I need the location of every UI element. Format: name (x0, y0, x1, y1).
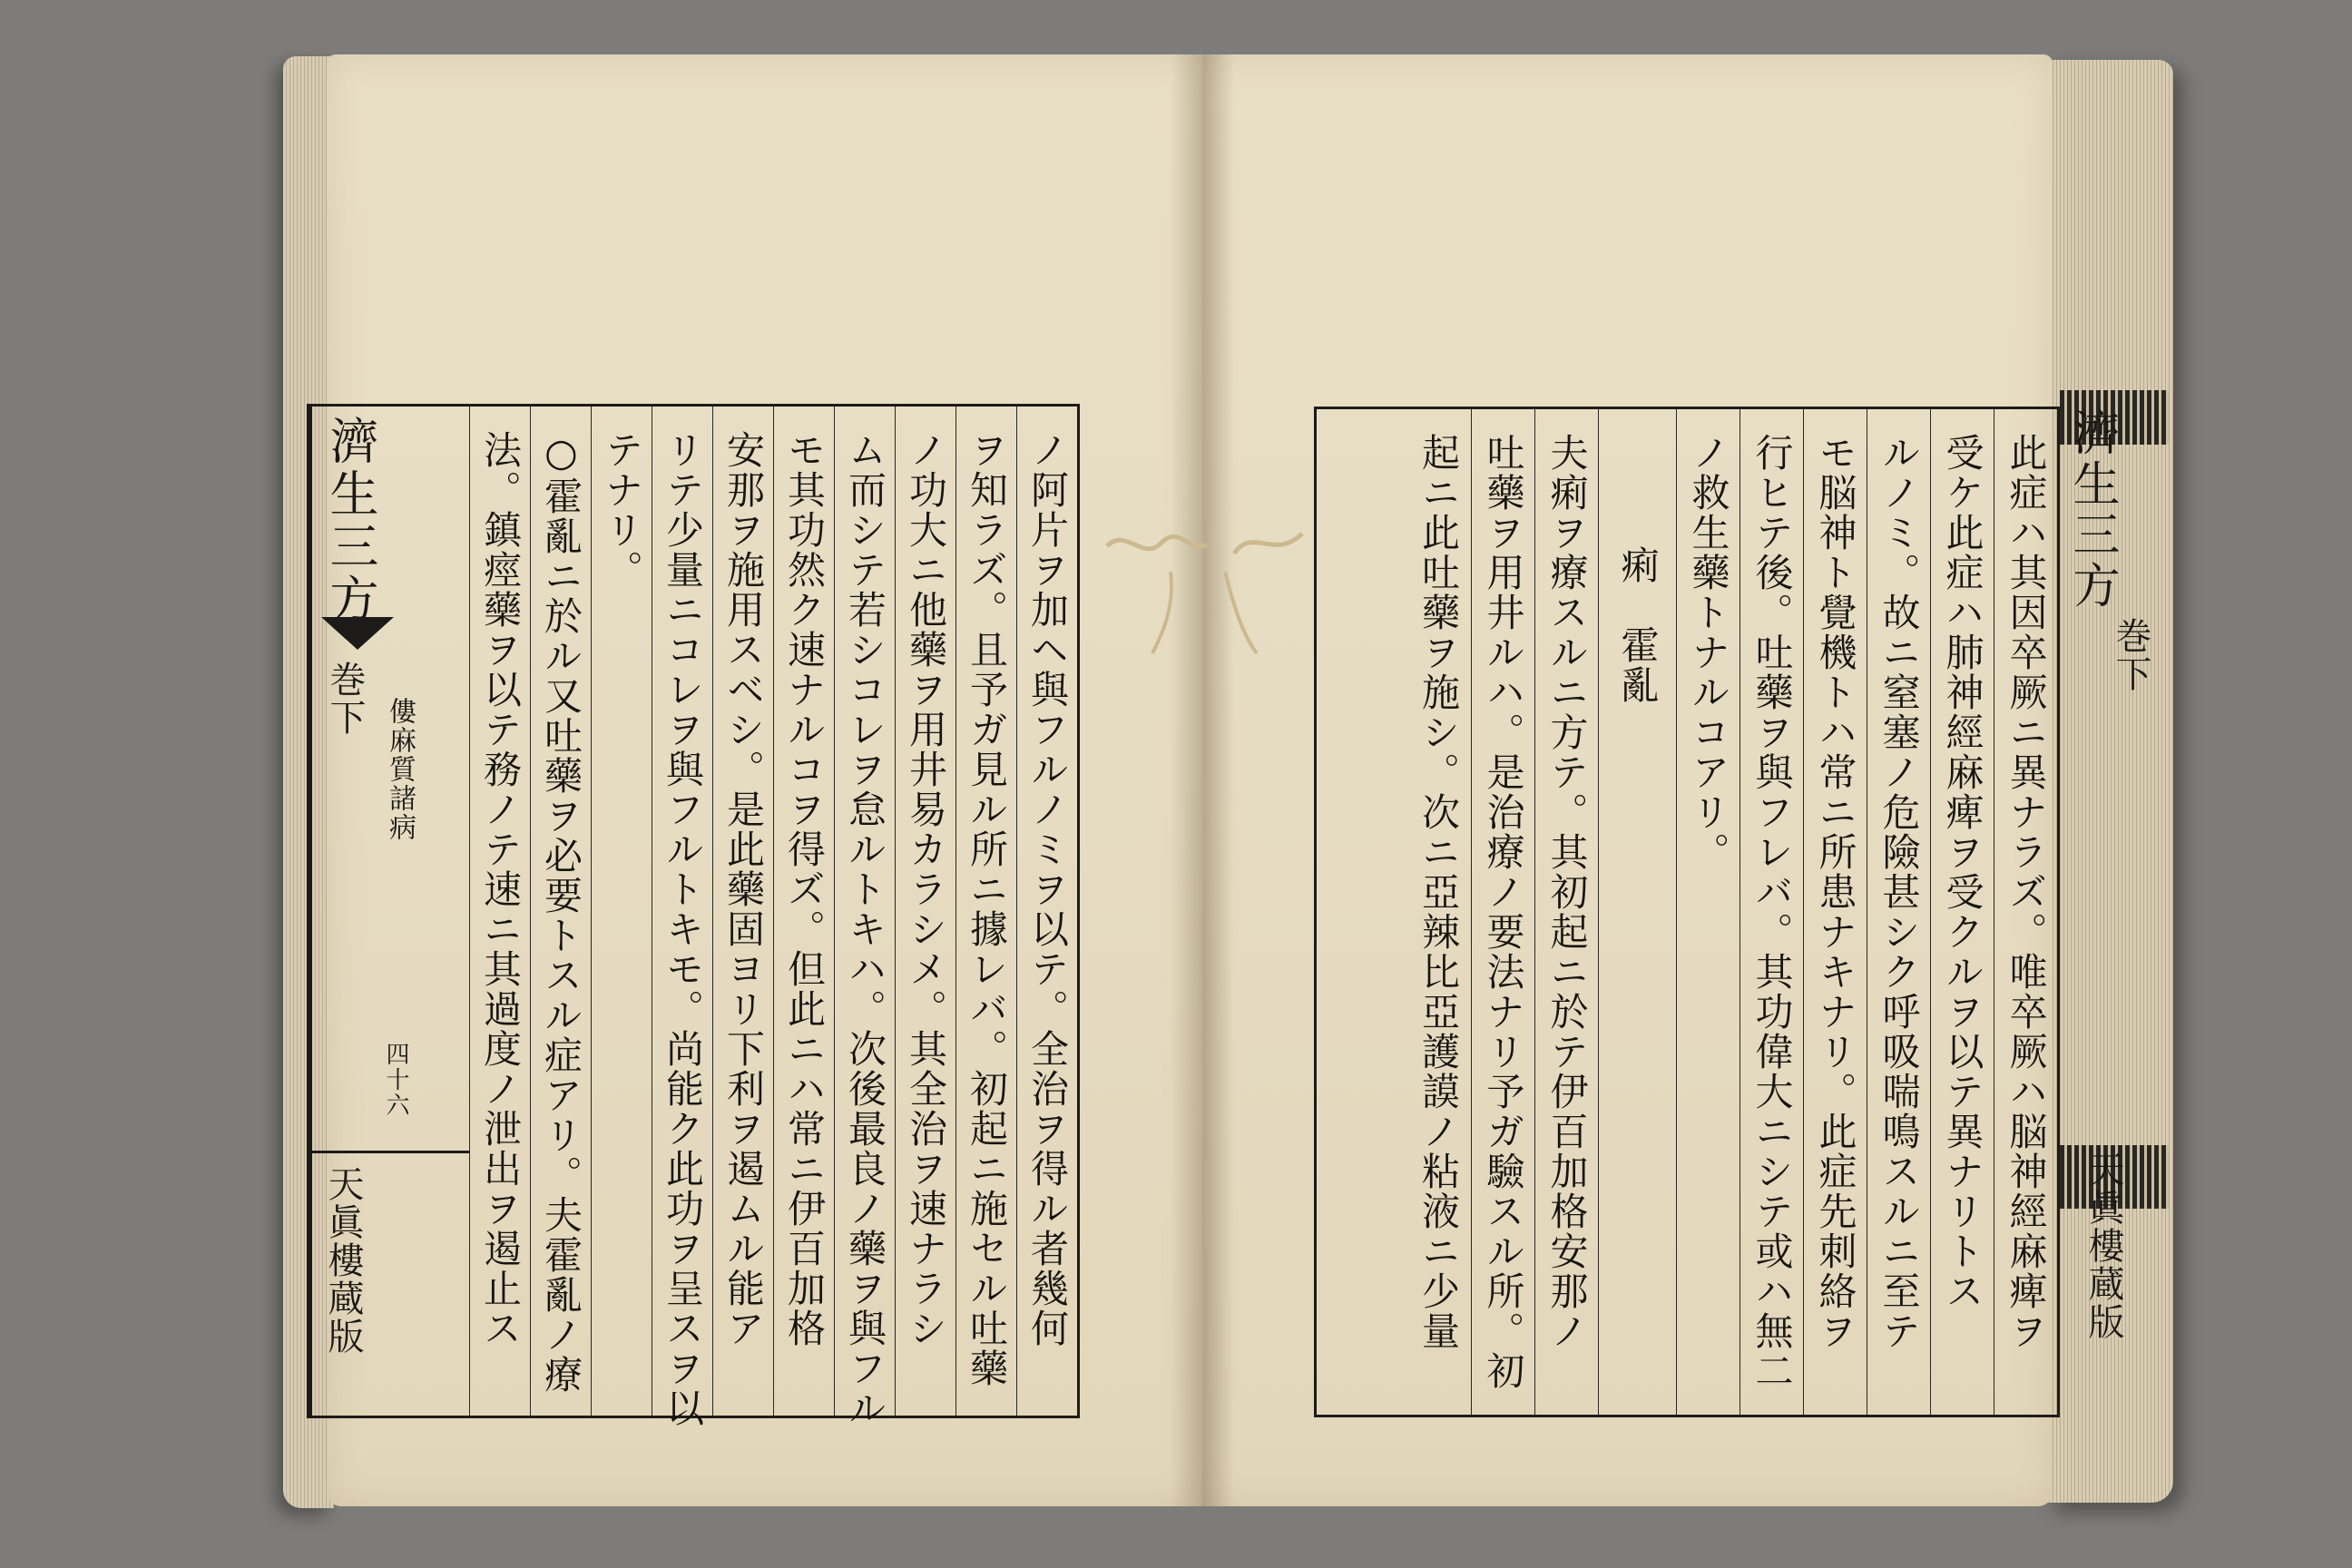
right-book-title: 濟生三方 (2064, 408, 2119, 612)
volume-label: 巻下 (324, 661, 366, 737)
text-column: 行ヒテ後。吐藥ヲ與フレバ。其功偉大ニシテ或ハ無二 (1740, 409, 1803, 1415)
text-column: ム而シテ若シコレヲ怠ルトキハ。次後最良ノ藥ヲ與フル (834, 407, 895, 1416)
left-text-frame (307, 404, 1080, 1428)
fish-tail-mark (321, 617, 394, 650)
text-column: リテ少量ニコレヲ與フルトキモ。尚能ク此功ヲ呈スヲ以 (652, 407, 712, 1416)
text-column: 安那ヲ施用スベシ。是此藥固ヨリ下利ヲ遏ムル能ア (712, 407, 773, 1416)
left-page-margin (309, 407, 469, 1416)
section-title: 僂麻質諸病 (384, 697, 416, 842)
text-column: 吐藥ヲ用井ルハ。是治療ノ要法ナリ予ガ驗スル所。初 (1471, 409, 1534, 1415)
margin-divider (312, 1151, 469, 1153)
right-text-frame (1314, 407, 2060, 1417)
text-column: ノ功大ニ他藥ヲ用井易カラシメ。其全治ヲ速ナラシ (895, 407, 956, 1416)
text-column: モ脳神ト覺機トハ常ニ所患ナキナリ。此症先刺絡ヲ (1803, 409, 1867, 1415)
section-heading-column: 痢 霍亂 (1598, 409, 1676, 1415)
text-column: ノ阿片ヲ加ヘ與フルノミヲ以テ。全治ヲ得ル者幾何 (1016, 407, 1077, 1416)
book-title: 濟生三方 (322, 416, 379, 626)
text-column: ヲ知ラズ。且予ガ見ル所ニ據レバ。初起ニ施セル吐藥 (956, 407, 1016, 1416)
text-column: モ其功然ク速ナルコヲ得ズ。但此ニハ常ニ伊百加格 (773, 407, 834, 1416)
text-column: 受ケ此症ハ肺神經麻痺ヲ受クルヲ以テ異ナリトス (1930, 409, 1994, 1415)
publisher-mark: 天眞樓蔵版 (322, 1165, 364, 1356)
text-column: ○霍亂ニ於ル又吐藥ヲ必要トスル症アリ。夫霍亂ノ療 (530, 407, 591, 1416)
right-publisher-mark: 天眞樓蔵版 (2082, 1151, 2124, 1341)
book-gutter (1171, 54, 1234, 1506)
text-column: 夫痢ヲ療スルニ方テ。其初起ニ於テ伊百加格安那ノ (1534, 409, 1598, 1415)
right-volume-label: 巻下 (2110, 617, 2151, 693)
text-column: 法。鎮痙藥ヲ以テ務ノテ速ニ其過度ノ泄出ヲ遏止ス (469, 407, 530, 1416)
binding-thread (1098, 517, 1307, 671)
text-column: 此症ハ其因卒厥ニ異ナラズ。唯卒厥ハ脳神經麻痺ヲ (1994, 409, 2057, 1415)
page-number: 四十六 (382, 1042, 409, 1118)
text-column: ノ救生藥トナルコアリ。 (1676, 409, 1740, 1415)
text-column: ルノミ。故ニ窒塞ノ危險甚シク呼吸喘鳴スルニ至テ (1867, 409, 1930, 1415)
text-column: テナリ。 (591, 407, 652, 1416)
text-column: 起ニ此吐藥ヲ施シ。次ニ亞辣比亞護謨ノ粘液ニ少量 (1416, 433, 1461, 1351)
